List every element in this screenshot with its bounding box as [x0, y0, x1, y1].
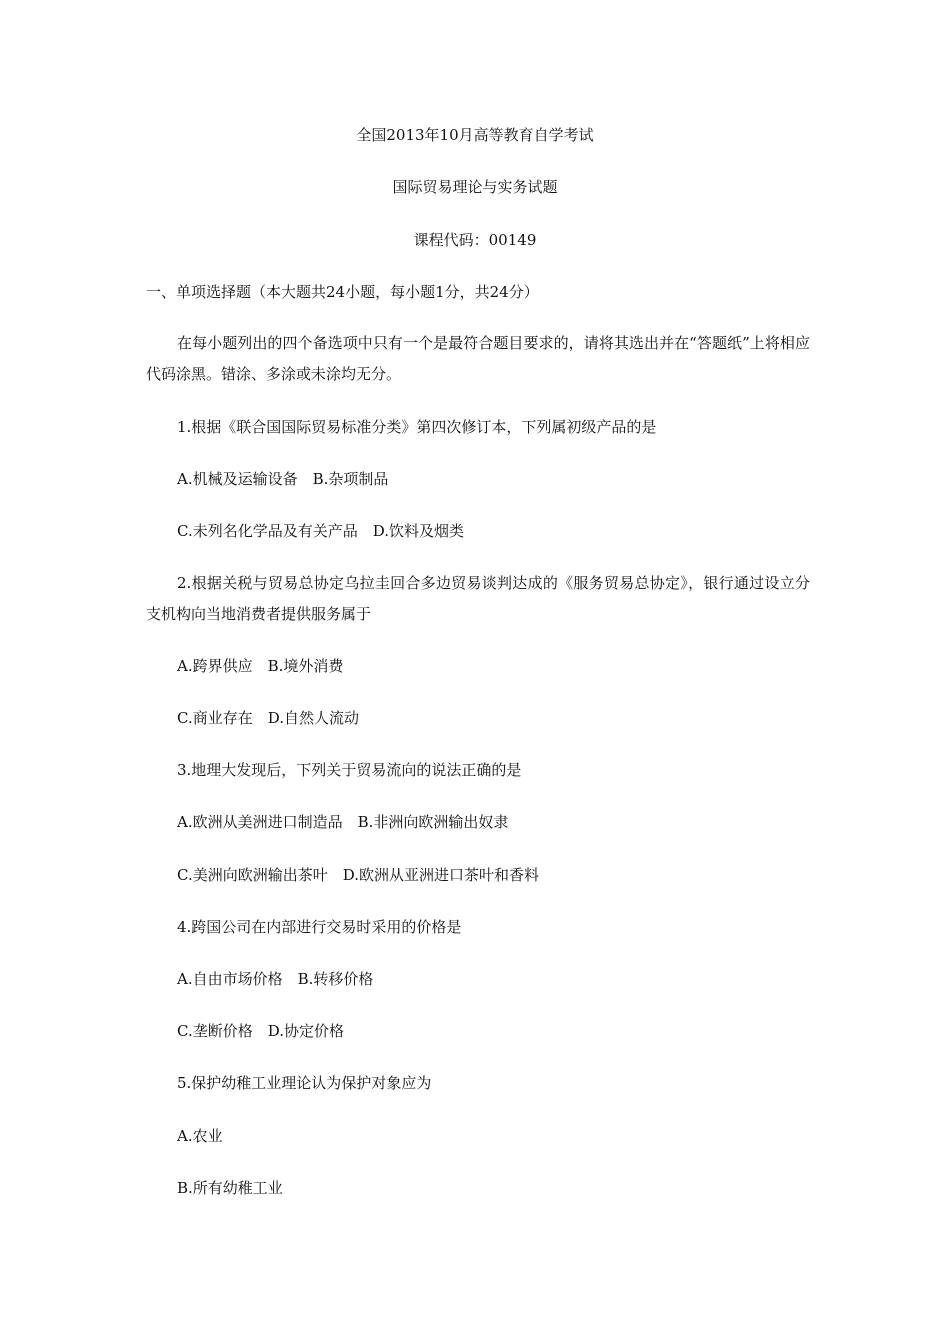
question-1-options-ab: A.机械及运输设备 B.杂项制品 [177, 470, 389, 488]
question-5-stem: 5.保护幼稚工业理论认为保护对象应为 [177, 1074, 432, 1092]
question-3-stem: 3.地理大发现后，下列关于贸易流向的说法正确的是 [177, 761, 522, 779]
question-1-options-cd: C.未列名化学品及有关产品 D.饮料及烟类 [177, 522, 464, 540]
question-2-options-cd: C.商业存在 D.自然人流动 [177, 709, 359, 727]
question-5-option-b: B.所有幼稚工业 [177, 1179, 283, 1197]
course-code: 课程代码：00149 [413, 231, 537, 249]
question-3-options-ab: A.欧洲从美洲进口制造品 B.非洲向欧洲输出奴隶 [177, 813, 509, 831]
question-2-options-ab: A.跨界供应 B.境外消费 [177, 657, 344, 675]
question-4-options-ab: A.自由市场价格 B.转移价格 [177, 970, 374, 988]
section-heading: 一、单项选择题（本大题共24小题，每小题1分，共24分） [146, 283, 539, 301]
question-4-options-cd: C.垄断价格 D.协定价格 [177, 1022, 344, 1040]
question-1-stem: 1.根据《联合国国际贸易标准分类》第四次修订本，下列属初级产品的是 [177, 418, 657, 436]
subject-title: 国际贸易理论与实务试题 [392, 178, 558, 196]
question-2-stem: 2.根据关税与贸易总协定乌拉圭回合多边贸易谈判达成的《服务贸易总协定》，银行通过设立分支机构向当地消费者提供服务属于 [146, 574, 810, 623]
question-5-option-a: A.农业 [177, 1127, 223, 1145]
exam-title: 全国2013年10月高等教育自学考试 [356, 126, 594, 144]
question-4-stem: 4.跨国公司在内部进行交易时采用的价格是 [177, 918, 462, 936]
section-instructions: 在每小题列出的四个备选项中只有一个是最符合题目要求的，请将其选出并在“答题纸”上将相应代码涂黑。错涂、多涂或未涂均无分。 [146, 334, 810, 383]
question-3-options-cd: C.美洲向欧洲输出茶叶 D.欧洲从亚洲进口茶叶和香料 [177, 866, 539, 884]
